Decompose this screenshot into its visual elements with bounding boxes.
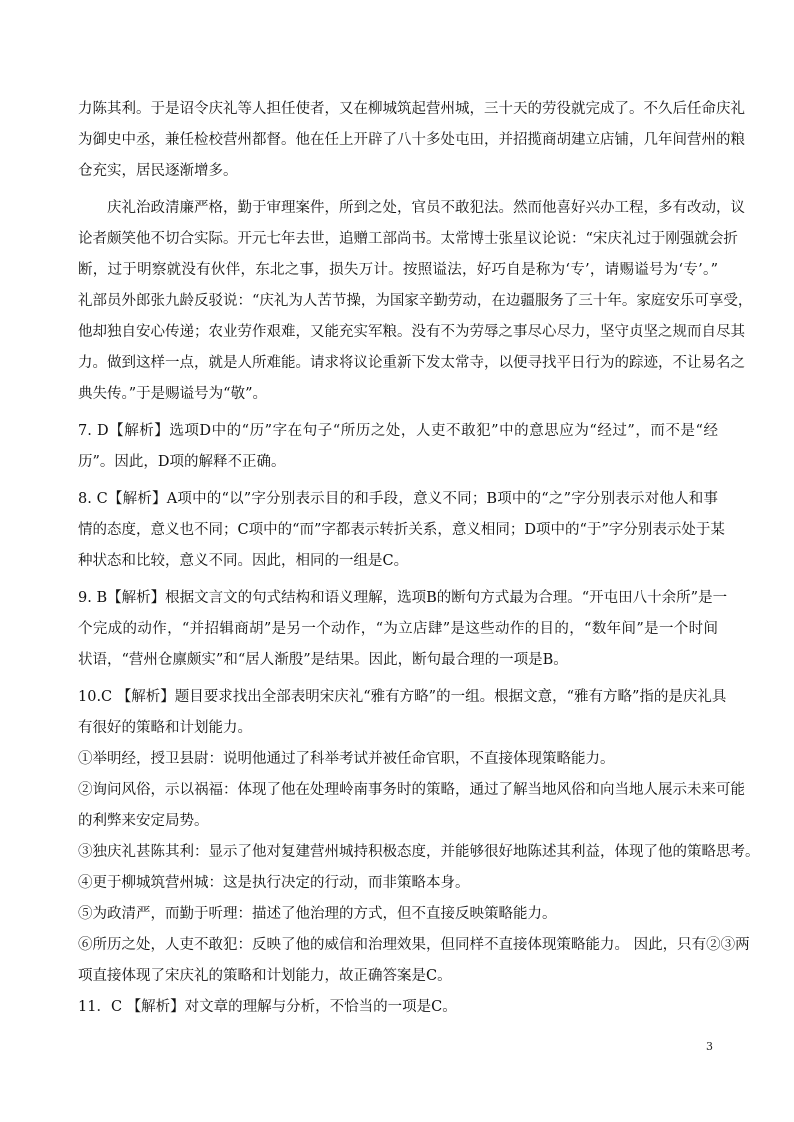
- text-line: 情的态度，意义也不同；C项中的“而”字都表示转折关系，意义相同；D项中的“于”字分别表示处于某: [78, 522, 725, 538]
- text-line: ④更于柳城筑营州城：这是执行决定的行动，而非策略本身。: [78, 875, 470, 891]
- text-line: 10.C 【解析】题目要求找出全部表明宋庆礼“雅有方略”的一组。根据文意，“雅有方略”指的是庆礼具: [78, 689, 727, 705]
- text-line: 的利弊来安定局势。: [78, 813, 209, 829]
- text-line: 力。做到这样一点，就是人所难能。请求将议论重新下发太常寺，以便寻找平日行为的踪迹，不让易名之: [78, 355, 745, 371]
- text-line: 断，过于明察就没有伙伴，东北之事，损失万计。按照谥法，好巧自是称为‘专’，请赐谥号为‘专’。”: [78, 262, 718, 278]
- text-line: 论者颇笑他不切合实际。开元七年去世，追赠工部尚书。太常博士张星议论说：“宋庆礼过于刚强就会折: [78, 231, 738, 247]
- text-line: 为御史中丞，兼任检校营州都督。他在任上开辟了八十多处屯田，并招揽商胡建立店铺，几年间营州的粮: [78, 132, 745, 148]
- text-line: 8. C【解析】A项中的“以”字分别表示目的和手段，意义不同；B项中的“之”字分别表示对他人和事: [78, 491, 718, 507]
- text-line: 项直接体现了宋庆礼的策略和计划能力，故正确答案是C。: [78, 968, 452, 984]
- text-line: 庆礼治政清廉严格，勤于审理案件，所到之处，官员不敢犯法。然而他喜好兴办工程，多有改动，议: [107, 200, 745, 216]
- text-line: 状语，“营州仓廪颇实”和“居人渐殷”是结果。因此，断句最合理的一项是B。: [78, 652, 568, 668]
- text-line: 种状态和比较，意义不同。因此，相同的一组是C。: [78, 553, 409, 569]
- page-number: 3: [706, 1040, 713, 1053]
- text-line: ①举明经，授卫县尉：说明他通过了科举考试并被任命官职，不直接体现策略能力。: [78, 751, 615, 767]
- text-line: ⑤为政清严，而勤于听理：描述了他治理的方式，但不直接反映策略能力。: [78, 906, 557, 922]
- text-line: 典失传。”于是赐谥号为“敬”。: [78, 386, 267, 402]
- text-line: 他却独自安心传递；农业劳作艰难，又能充实军粮。没有不为劳辱之事尽心尽力，坚守贞坚之规而自尽其: [78, 324, 745, 340]
- text-line: 力陈其利。于是诏令庆礼等人担任使者，又在柳城筑起营州城，三十天的劳役就完成了。不久后任命庆礼: [78, 101, 745, 117]
- text-line: 个完成的动作，“并招辑商胡”是另一个动作，“为立店肆”是这些动作的目的，“数年间”是一个时间: [78, 621, 718, 637]
- text-line: 仓充实，居民逐渐增多。: [78, 163, 238, 179]
- text-line: ③独庆礼甚陈其利：显示了他对复建营州城持积极态度，并能够很好地陈述其利益，体现了他的策略思考。: [78, 844, 760, 860]
- text-line: 历”。因此，D项的解释不正确。: [78, 454, 286, 470]
- text-line: 11．C 【解析】对文章的理解与分析，不恰当的一项是C。: [78, 999, 457, 1015]
- text-line: ②询问风俗，示以祸福：体现了他在处理岭南事务时的策略，通过了解当地风俗和向当地人展示未来可能: [78, 782, 745, 798]
- text-line: 礼部员外郎张九龄反驳说：“庆礼为人苦节操，为国家辛勤劳动，在边疆服务了三十年。家庭安乐可享受，: [78, 293, 753, 309]
- text-line: ⑥所历之处，人吏不敢犯：反映了他的威信和治理效果，但同样不直接体现策略能力。 因此，只有②③两: [78, 937, 750, 953]
- text-line: 9. B【解析】根据文言文的句式结构和语义理解，选项B的断句方式最为合理。“开屯田八十余所”是一: [78, 590, 728, 606]
- text-line: 7. D【解析】选项D中的“历”字在句子“所历之处，人吏不敢犯”中的意思应为“经过”，而不是“经: [78, 423, 718, 439]
- text-line: 有很好的策略和计划能力。: [78, 720, 252, 736]
